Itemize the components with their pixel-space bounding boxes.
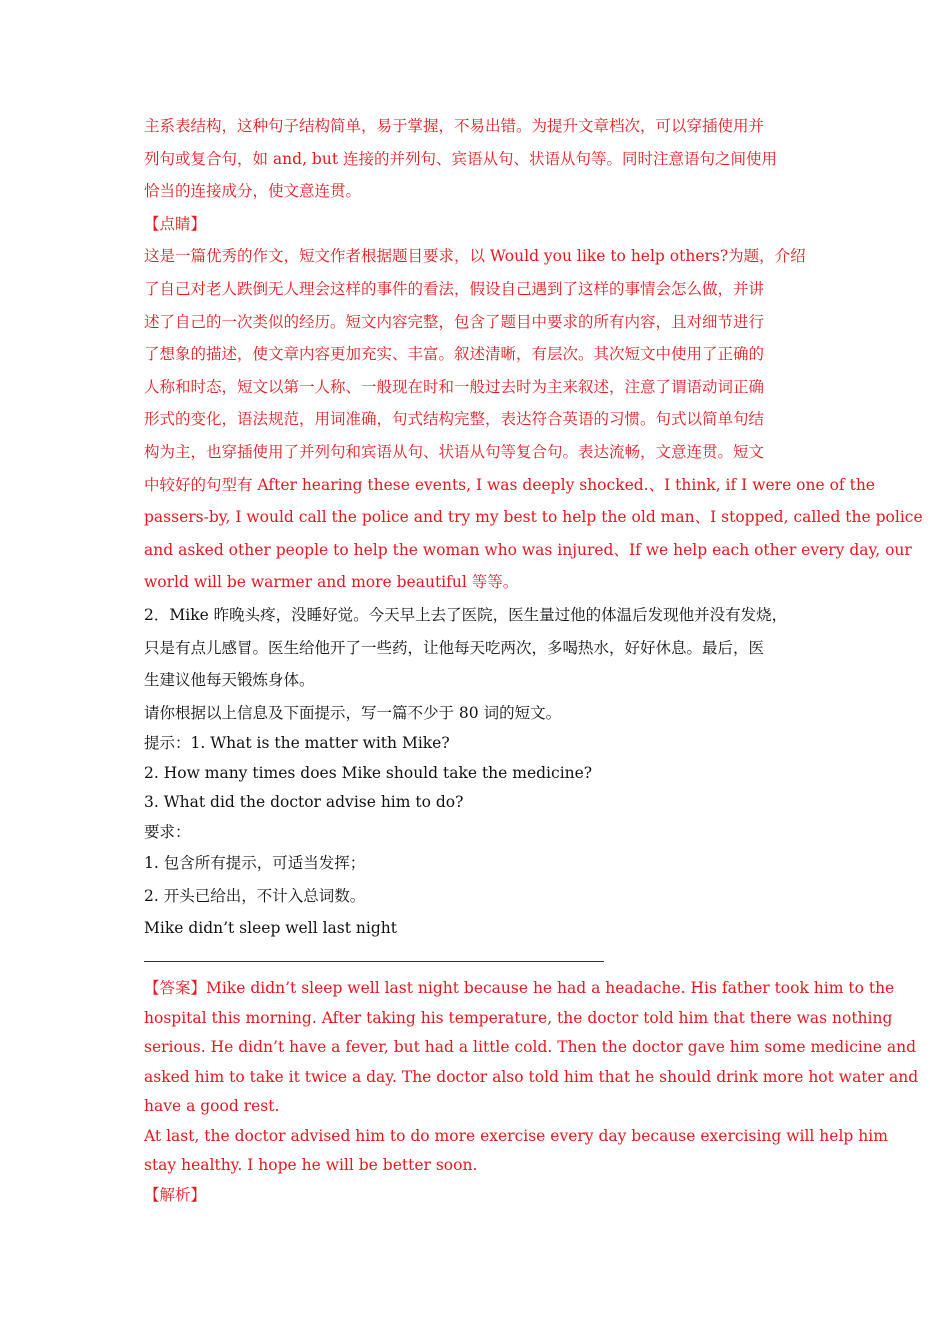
hint-item: 3. What did the doctor advise him to do? — [144, 793, 464, 812]
hint-item: 提示：1. What is the matter with Mike? — [144, 734, 450, 753]
analysis-heading: 【解析】 — [144, 1185, 207, 1204]
requirement-item: 1. 包含所有提示，可适当发挥； — [144, 854, 366, 873]
comment-section — [144, 240, 923, 599]
paragraph-line: 主系表结构，这种句子结构简单，易于掌握，不易出错。为提升文章档次，可以穿插使用并 — [144, 117, 765, 135]
answer-section — [144, 974, 919, 1181]
answer-blank-line — [144, 961, 604, 962]
paragraph-line: and asked other people to help the woman who was injured、If we help each other every day, our — [144, 540, 912, 559]
paragraph-line: 形式的变化，语法规范，用词准确，句式结构完整，表达符合英语的习惯。句式以简单句结 — [144, 410, 765, 429]
answer-line: serious. He didn’t have a fever, but had a little cold. Then the doctor gave him some medicine and — [144, 1038, 917, 1057]
paragraph-line: 了想象的描述，使文章内容更加充实、丰富。叙述清晰，有层次。其次短文中使用了正确的 — [144, 345, 765, 364]
paragraph-line: 了自己对老人跌倒无人理会这样的事件的看法，假设自己遇到了这样的事情会怎么做，并讲 — [144, 279, 765, 298]
paragraph-line: world will be warmer and more beautiful 等等。 — [144, 573, 519, 592]
question-instruction: 请你根据以上信息及下面提示，写一篇不少于 80 词的短文。 — [144, 703, 562, 722]
requirements-heading: 要求： — [144, 822, 191, 841]
analysis-continued — [144, 110, 810, 208]
answer-line: have a good rest. — [144, 1097, 280, 1116]
paragraph-line: 恰当的连接成分，使文意连贯。 — [144, 182, 362, 201]
paragraph-line: 述了自己的一次类似的经历。短文内容完整，包含了题目中要求的所有内容，且对细节进行 — [144, 312, 765, 331]
paragraph-line: passers-by, I would call the police and try my best to help the old man、I stopped, called the police — [144, 508, 923, 527]
paragraph-line: 人称和时态，短文以第一人称、一般现在时和一般过去时为主来叙述，注意了谓语动词正确 — [144, 377, 765, 396]
answer-line: stay healthy. I hope he will be better soon. — [144, 1156, 478, 1175]
paragraph-line: 中较好的句型有 After hearing these events, I was deeply shocked.、I think, if I were one of the — [144, 475, 875, 494]
hint-item: 2. How many times does Mike should take the medicine? — [144, 763, 593, 782]
essay-opening: Mike didn’t sleep well last night — [144, 919, 397, 938]
answer-text: Mike didn’t sleep well last night because he had a headache. His father took him to the — [206, 979, 895, 998]
question-text: 只是有点儿感冒。医生给他开了一些药，让他每天吃两次，多喝热水，好好休息。最后，医 — [144, 638, 765, 657]
answer-line: hospital this morning. After taking his temperature, the doctor told him that there was nothing — [144, 1008, 893, 1027]
answer-line: At last, the doctor advised him to do more exercise every day because exercising will help him — [144, 1126, 888, 1145]
answer-line: asked him to take it twice a day. The doctor also told him that he should drink more hot water and — [144, 1067, 919, 1086]
answer-line — [144, 974, 895, 1004]
question-text: 生建议他每天锻炼身体。 — [144, 671, 315, 690]
question-text: 2．Mike 昨晚头疼，没睡好觉。今天早上去了医院，医生量过他的体温后发现他并没有发烧， — [144, 605, 788, 624]
question-section — [144, 599, 810, 962]
paragraph-line: 构为主，也穿插使用了并列句和宾语从句、状语从句等复合句。表达流畅，文意连贯。短文 — [144, 442, 765, 461]
paragraph-line: 这是一篇优秀的作文，短文作者根据题目要求，以 Would you like to help others?为题，介绍 — [144, 247, 806, 266]
answer-heading: 【答案】 — [144, 979, 207, 998]
requirement-item: 2. 开头已给出，不计入总词数。 — [144, 886, 366, 905]
document-page — [144, 110, 923, 1210]
comment-heading: 【点睛】 — [144, 214, 207, 233]
paragraph-line: 列句或复合句，如 and, but 连接的并列句、宾语从句、状语从句等。同时注意语句之间使用 — [144, 149, 777, 168]
